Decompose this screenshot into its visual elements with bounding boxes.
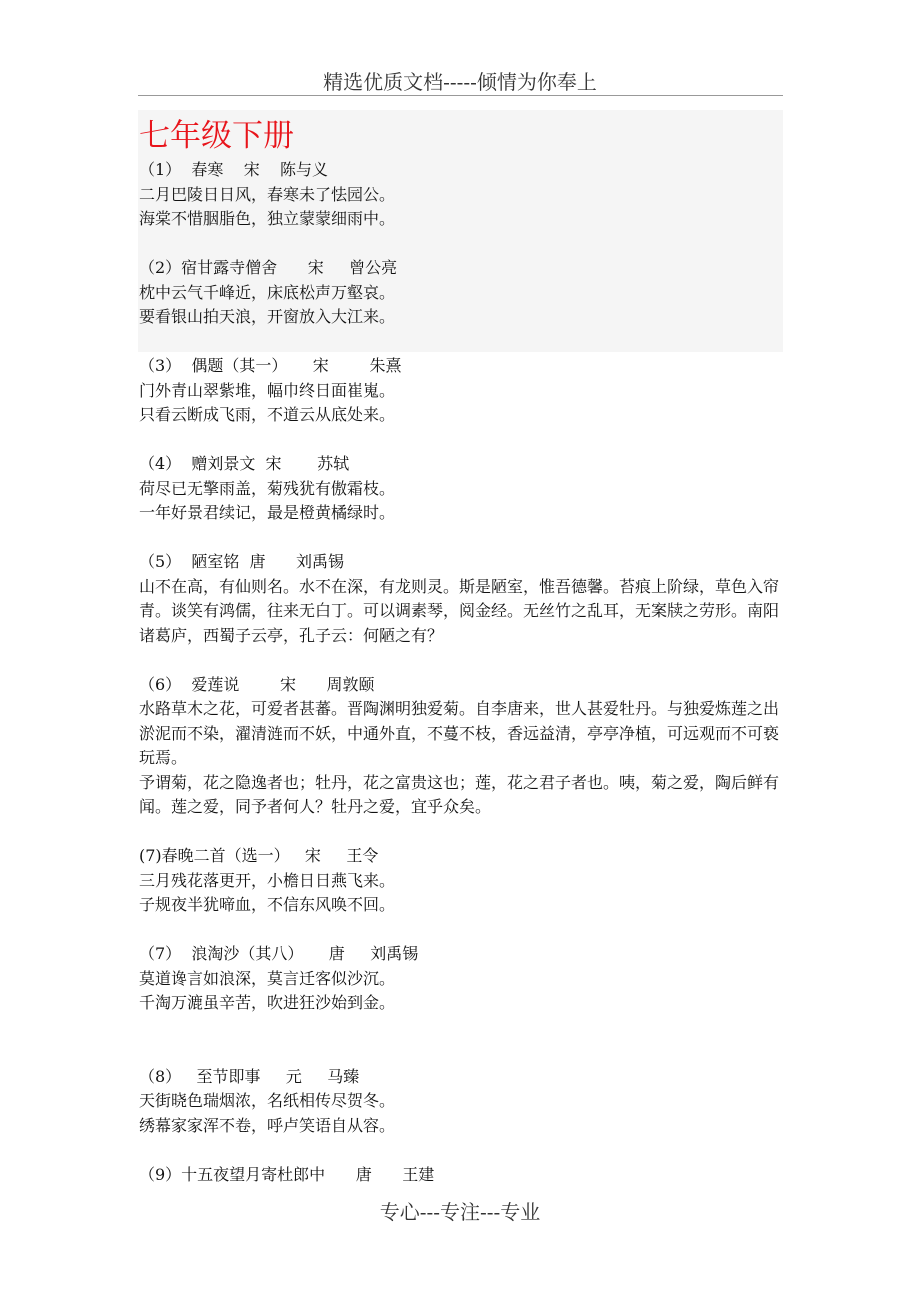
header-divider — [138, 95, 783, 96]
poem-heading: （6） 爱莲说 宋 周敦颐 — [139, 674, 375, 694]
prose-paragraph: 水路草木之花，可爱者甚蕃。晋陶渊明独爱菊。自李唐来，世人甚爱牡丹。与独爱炼莲之出淤泥而不染，濯清涟而不妖，中通外直，不蔓不枝，香远益清，亭亭净植，可远观而不可亵玩焉。 — [139, 699, 780, 767]
poem-line: 三月残花落更开，小檐日日燕飞来。 — [139, 870, 396, 890]
page-header: 精选优质文档-----倾情为你奉上 — [323, 70, 597, 94]
poem-heading: （9）十五夜望月寄杜郎中 唐 王建 — [139, 1164, 435, 1184]
poem-line: 莫道谗言如浪深，莫言迁客似沙沉。 — [139, 968, 396, 988]
page-title: 七年级下册 — [139, 118, 294, 154]
poem-block — [139, 942, 779, 1016]
poem-heading: （4） 赠刘景文 宋 苏轼 — [139, 454, 350, 473]
poem-line: 子规夜半犹啼血，不信东风唤不回。 — [139, 895, 396, 914]
poem-heading: (7)春晚二首（选一） 宋 王令 — [139, 846, 379, 865]
poem-block — [139, 844, 779, 918]
poem-heading: （3） 偶题（其一） 宋 朱熹 — [139, 356, 402, 375]
prose-paragraph: 予谓菊，花之隐逸者也；牡丹，花之富贵这也；莲，花之君子者也。咦，菊之爱，陶后鲜有闻。莲之爱，同予者何人？牡丹之爱，宜乎众矣。 — [139, 772, 780, 816]
poem-block — [139, 550, 779, 648]
poem-line: 只看云断成飞雨，不道云从底处来。 — [139, 405, 396, 424]
poem-block — [139, 1065, 779, 1139]
prose-paragraph: 山不在高，有仙则名。水不在深，有龙则灵。斯是陋室，惟吾德馨。苔痕上阶绿，草色入帘青。谈笑有鸿儒，往来无白丁。可以调素琴，阅金经。无丝竹之乱耳，无案牍之劳形。南阳诸葛庐，西蜀子云亭，孔子云：何陋之有？ — [139, 576, 780, 645]
poem-line: 二月巴陵日日风，春寒未了怯园公。 — [139, 184, 396, 204]
poem-line: 门外青山翠紫堆，幅巾终日面崔嵬。 — [139, 380, 396, 400]
poem-line: 天街晓色瑞烟浓，名纸相传尽贺冬。 — [139, 1091, 396, 1110]
poem-block — [139, 256, 779, 330]
poem-line: 海棠不惜胭脂色，独立蒙蒙细雨中。 — [139, 209, 396, 228]
poem-heading: （5） 陋室铭 唐 刘禹锡 — [139, 552, 345, 571]
poem-block — [139, 354, 779, 428]
poem-heading: （1） 春寒 宋 陈与义 — [139, 160, 329, 179]
poem-line: 荷尽已无擎雨盖，菊残犹有傲霜枝。 — [139, 478, 396, 498]
page-footer: 专心---专注---专业 — [379, 1200, 541, 1224]
poem-list — [139, 158, 779, 1187]
poem-block — [139, 1163, 779, 1188]
poem-block — [139, 452, 779, 526]
poem-heading: （8） 至节即事 元 马臻 — [139, 1066, 360, 1086]
poem-line: 绣幕家家浑不卷，呼卢笑语自从容。 — [139, 1115, 396, 1135]
poem-block — [139, 673, 779, 820]
poem-line: 要看银山拍天浪，开窗放入大江来。 — [139, 307, 396, 326]
poem-heading: （2）宿甘露寺僧舍 宋 曾公亮 — [139, 258, 398, 277]
poem-heading: （7） 浪淘沙（其八） 唐 刘禹锡 — [139, 944, 419, 963]
poem-line: 枕中云气千峰近，床底松声万壑哀。 — [139, 282, 396, 302]
poem-line: 千淘万漉虽辛苦，吹进狂沙始到金。 — [139, 993, 396, 1012]
poem-block — [139, 158, 779, 232]
poem-line: 一年好景君续记，最是橙黄橘绿时。 — [139, 503, 396, 522]
